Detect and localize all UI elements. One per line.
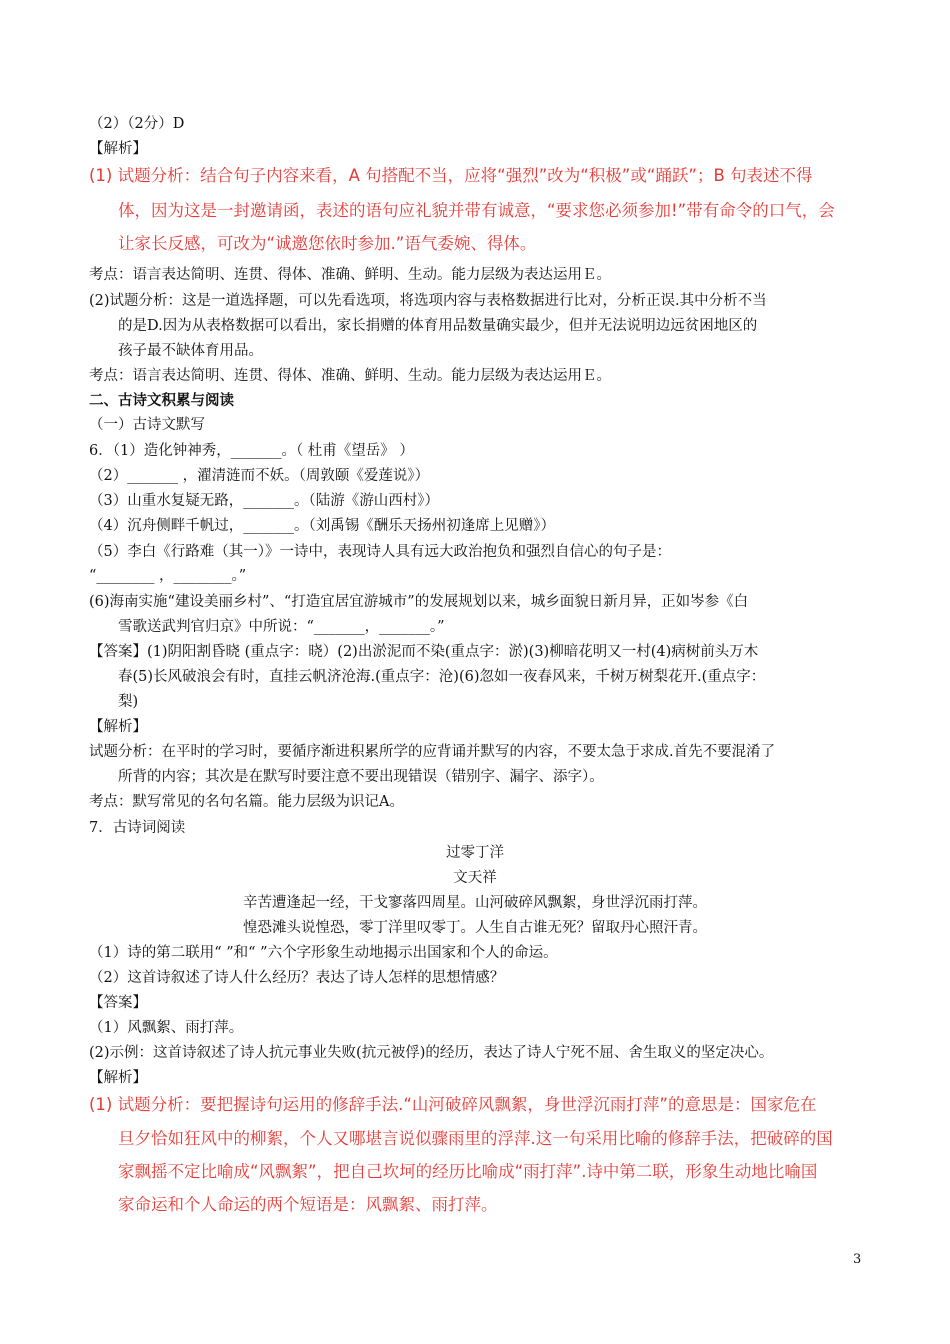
exam-point-line: 考点：语言表达简明、连贯、得体、准确、鲜明、生动。能力层级为表达运用Ｅ。 <box>89 267 611 283</box>
question-line: （1）诗的第二联用“ ”和“ ”六个字形象生动地揭示出国家和个人的命运。 <box>89 945 558 961</box>
analysis-line: 所背的内容；其次是在默写时要注意不要出现错误（错别字、漏字、添字）。 <box>118 769 604 785</box>
answer-line: 梨) <box>118 694 139 710</box>
poem-line: 辛苦遭逢起一经，干戈寥落四周星。山河破碎风飘絮，身世浮沉雨打萍。 <box>243 895 707 911</box>
answer-heading: 【答案】 <box>89 995 147 1011</box>
analysis-heading: 【解析】 <box>89 141 147 157</box>
analysis-heading: 【解析】 <box>89 719 147 735</box>
exam-point-line: 考点：语言表达简明、连贯、得体、准确、鲜明、生动。能力层级为表达运用Ｅ。 <box>89 368 611 384</box>
red-analysis-line: 体，因为这是一封邀请函，表述的语句应礼貌并带有诚意，“要求您必须参加!”带有命令的口气，会 <box>118 201 835 220</box>
red-analysis-line: (1) 试题分析：要把握诗句运用的修辞手法.“山河破碎风飘絮，身世浮沉雨打萍”的意思是：国家危在 <box>89 1095 817 1114</box>
question-line: （3）山重水复疑无路，_______。（陆游《游山西村》） <box>89 493 439 509</box>
question-line: “________ ，________。” <box>89 568 247 584</box>
analysis-line: 孩子最不缺体育用品。 <box>118 343 263 359</box>
section-heading: 二、古诗文积累与阅读 <box>89 392 234 409</box>
answer-line: 【答案】(1)阴阳割昏晓 (重点字：晓）(2)出淤泥而不染(重点字：淤)(3)柳暗花明又一村(4)病树前头万木 <box>89 644 759 660</box>
answer-line: (2)示例：这首诗叙述了诗人抗元事业失败(抗元被俘)的经历，表达了诗人宁死不屈、舍生取义的坚定决心。 <box>89 1045 774 1061</box>
poem-line: 惶恐滩头说惶恐，零丁洋里叹零丁。人生自古谁无死？留取丹心照汗青。 <box>243 920 707 936</box>
answer-line: （1）风飘絮、雨打萍。 <box>89 1020 244 1036</box>
question-line: （2）_______ ，濯清涟而不妖。（周敦颐《爱莲说》） <box>89 468 430 484</box>
analysis-heading: 【解析】 <box>89 1070 147 1086</box>
question-line: 7．古诗词阅读 <box>89 820 186 836</box>
poem-title: 过零丁洋 <box>446 845 504 861</box>
red-analysis-line: (1) 试题分析：结合句子内容来看，A 句搭配不当，应将“强烈”改为“积极”或“踊跃”；B 句表述不得 <box>89 166 813 185</box>
question-line: （2）这首诗叙述了诗人什么经历？表达了诗人怎样的思想情感？ <box>89 970 505 986</box>
subsection-heading: （一）古诗文默写 <box>89 417 205 433</box>
red-analysis-line: 旦夕恰如狂风中的柳絮，个人又哪堪言说似骤雨里的浮萍.这一句采用比喻的修辞手法，把破碎的国 <box>118 1129 833 1148</box>
exam-point-line: 考点：默写常见的名句名篇。能力层级为识记A。 <box>89 794 404 810</box>
question-line: (6)海南实施“建设美丽乡村”、“打造宜居宜游城市”的发展规划以来，城乡面貌日新月异，正如岑参《白 <box>89 594 749 610</box>
question-line: 雪歌送武判官归京》中所说：“_______，_______。” <box>118 619 445 635</box>
question-line: （4）沉舟侧畔千帆过，_______。（刘禹锡《酬乐天扬州初逢席上见赠》） <box>89 518 555 534</box>
answer-line: 春(5)长风破浪会有时，直挂云帆济沧海.(重点字：沧)(6)忽如一夜春风来，千树万树梨花开.(重点字： <box>118 669 766 685</box>
answer-line: （2）（2分）D <box>89 116 185 132</box>
page-number: 3 <box>853 1252 862 1267</box>
analysis-line: (2)试题分析：这是一道选择题，可以先看选项，将选项内容与表格数据进行比对，分析正误.其中分析不当 <box>89 293 767 309</box>
red-analysis-line: 让家长反感，可改为“诚邀您依时参加.”语气委婉、得体。 <box>118 234 537 253</box>
red-analysis-line: 家命运和个人命运的两个短语是：风飘絮、雨打萍。 <box>118 1195 498 1214</box>
analysis-line: 的是D.因为从表格数据可以看出，家长捐赠的体育用品数量确实最少，但并无法说明边远贫困地区的 <box>118 318 758 334</box>
red-analysis-line: 家飘摇不定比喻成“风飘絮”，把自己坎坷的经历比喻成“雨打萍”.诗中第二联，形象生动地比喻国 <box>118 1162 818 1181</box>
question-line: 6．（1）造化钟神秀，_______。（ 杜甫《望岳》 ） <box>89 443 414 459</box>
question-line: （5）李白《行路难（其一）》一诗中，表现诗人具有远大政治抱负和强烈自信心的句子是： <box>89 544 671 560</box>
analysis-line: 试题分析：在平时的学习时，要循序渐进积累所学的应背诵并默写的内容，不要太急于求成.首先不要混淆了 <box>89 744 776 760</box>
poem-author: 文天祥 <box>453 870 497 886</box>
